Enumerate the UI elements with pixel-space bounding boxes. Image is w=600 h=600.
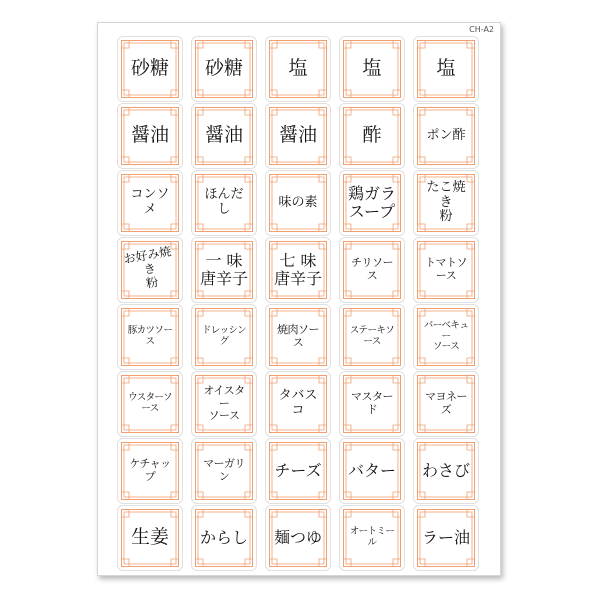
seasoning-label <box>117 304 183 370</box>
seasoning-label <box>265 505 331 571</box>
seasoning-label <box>265 438 331 504</box>
seasoning-label <box>339 438 405 504</box>
seasoning-label <box>413 103 479 169</box>
seasoning-label <box>191 371 257 437</box>
seasoning-label <box>413 304 479 370</box>
seasoning-label <box>191 237 257 303</box>
seasoning-label <box>191 505 257 571</box>
seasoning-label <box>413 36 479 102</box>
label-text: オイスター ソース <box>203 384 245 423</box>
label-text: 焼肉ソース <box>277 323 319 349</box>
label-text: 砂糖 <box>204 57 243 80</box>
label-text: 豚カツソース <box>127 325 173 347</box>
seasoning-label <box>265 170 331 236</box>
label-text: コンソメ <box>130 187 170 217</box>
seasoning-label <box>117 36 183 102</box>
label-text: ラー油 <box>421 527 470 547</box>
label-text: チーズ <box>274 460 322 480</box>
seasoning-label <box>339 304 405 370</box>
label-text: 七 味 唐辛子 <box>273 250 322 288</box>
label-text: ほんだし <box>204 187 244 217</box>
label-text: 塩 <box>288 57 308 80</box>
label-text: 味の素 <box>278 194 318 210</box>
label-sheet <box>97 22 501 576</box>
seasoning-label <box>117 505 183 571</box>
seasoning-label <box>339 36 405 102</box>
seasoning-label <box>117 103 183 169</box>
seasoning-label <box>339 371 405 437</box>
label-text: マーガリン <box>203 457 245 483</box>
label-text: マヨネーズ <box>425 390 467 416</box>
seasoning-label <box>117 237 183 303</box>
label-text: 砂糖 <box>130 57 169 80</box>
label-text: からし <box>199 527 248 547</box>
seasoning-label <box>265 237 331 303</box>
seasoning-label <box>191 170 257 236</box>
seasoning-label <box>117 371 183 437</box>
label-text: 生姜 <box>130 526 169 549</box>
seasoning-label <box>413 438 479 504</box>
label-text: 醤油 <box>130 124 169 147</box>
seasoning-label <box>339 170 405 236</box>
label-text: オートミール <box>349 526 395 548</box>
seasoning-label <box>191 36 257 102</box>
seasoning-label <box>413 505 479 571</box>
label-text: ケチャップ <box>129 457 171 483</box>
label-text: たこ焼き 粉 <box>426 179 466 225</box>
seasoning-label <box>117 438 183 504</box>
label-text: トマトソース <box>425 256 467 282</box>
seasoning-label <box>339 237 405 303</box>
seasoning-label <box>413 371 479 437</box>
label-text: 醤油 <box>278 124 317 147</box>
label-text: ポン酢 <box>426 127 466 143</box>
label-text: 塩 <box>362 57 382 80</box>
label-text: バター <box>347 460 396 480</box>
label-text: 醤油 <box>204 124 243 147</box>
label-text: わさび <box>421 460 470 480</box>
label-text: 一 味 唐辛子 <box>199 250 248 288</box>
seasoning-label <box>265 371 331 437</box>
seasoning-label <box>265 36 331 102</box>
label-text: タバスコ <box>278 388 318 418</box>
seasoning-label <box>413 237 479 303</box>
seasoning-label <box>191 304 257 370</box>
label-text: マスタード <box>351 390 393 416</box>
seasoning-label <box>339 505 405 571</box>
seasoning-label <box>117 170 183 236</box>
label-text: バーベキュー ソース <box>423 319 469 353</box>
seasoning-label <box>191 103 257 169</box>
seasoning-label <box>265 103 331 169</box>
label-text: お好み焼き 粉 <box>122 244 173 291</box>
label-text: チリソース <box>351 256 393 282</box>
label-text: 塩 <box>436 57 456 80</box>
label-text: 鶏ガラ スープ <box>347 183 396 221</box>
label-text: ウスターソース <box>128 392 172 414</box>
seasoning-label <box>191 438 257 504</box>
seasoning-label <box>265 304 331 370</box>
label-text: ステーキソース <box>349 325 395 347</box>
label-text: 酢 <box>362 124 382 147</box>
sheet-code: CH-A2 <box>469 25 494 34</box>
seasoning-label <box>339 103 405 169</box>
label-text: ドレッシング <box>201 325 247 347</box>
label-text: 麺つゆ <box>273 527 322 547</box>
seasoning-label <box>413 170 479 236</box>
label-grid <box>117 36 479 571</box>
